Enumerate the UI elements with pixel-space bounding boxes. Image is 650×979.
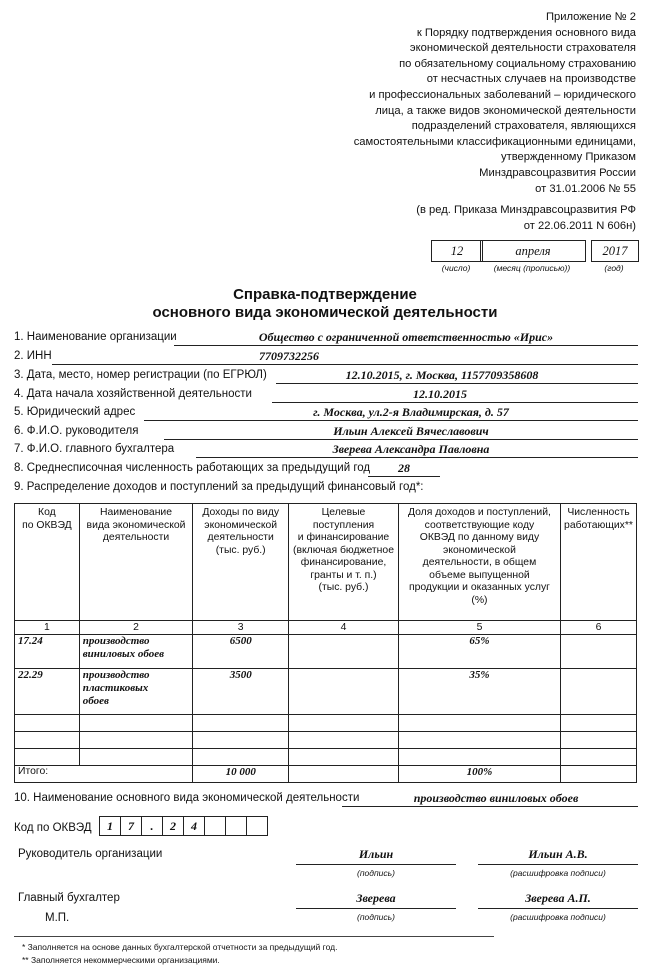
appendix-edition: (в ред. Приказа Минздравсоцразвития РФ bbox=[416, 204, 636, 217]
main-activity-value[interactable]: производство виниловых обоев bbox=[413, 791, 579, 805]
header-line: объеме выпущенной bbox=[429, 569, 530, 581]
appendix-line: экономической деятельности страхователя bbox=[409, 42, 636, 55]
column-number: 2 bbox=[79, 621, 193, 635]
target-funding-cell[interactable] bbox=[289, 715, 399, 732]
field-inn bbox=[14, 350, 638, 365]
appendix-header bbox=[316, 10, 636, 234]
accountant-name[interactable]: Зверева А.П. bbox=[525, 891, 591, 905]
date-month-field[interactable]: апреля bbox=[480, 240, 586, 262]
head-name[interactable]: Ильин А.В. bbox=[528, 847, 588, 861]
okved-code-cell[interactable]: 22.29 bbox=[15, 669, 80, 715]
activity-start-value[interactable]: 12.10.2015 bbox=[413, 387, 467, 401]
accountant-name-line bbox=[478, 908, 638, 909]
appendix-line: от несчастных случаев на производстве bbox=[426, 73, 636, 86]
headcount-value[interactable]: 28 bbox=[398, 461, 410, 475]
staff-cell[interactable] bbox=[561, 715, 637, 732]
appendix-line: и профессиональных заболеваний – юридического bbox=[369, 88, 636, 101]
header-line: по ОКВЭД bbox=[22, 519, 72, 531]
section-9-label: 9. Распределение доходов и поступлений за предыдущий финансовый год*: bbox=[14, 481, 424, 493]
header-line: и финансирование bbox=[297, 532, 390, 543]
table-row bbox=[15, 669, 637, 715]
field-label: 2. ИНН bbox=[14, 350, 52, 362]
income-cell[interactable]: 3500 bbox=[193, 669, 289, 715]
target-funding-cell[interactable] bbox=[289, 749, 399, 766]
total-income-cell[interactable]: 10 000 bbox=[193, 766, 289, 783]
header-line: Наименование bbox=[99, 507, 173, 518]
share-cell[interactable] bbox=[398, 749, 560, 766]
header-line: Численность bbox=[567, 507, 630, 518]
footnote: * Заполняется на основе данных бухгалтерской отчетности за предыдущий год. bbox=[22, 942, 338, 952]
header-line: Доля доходов и поступлений, bbox=[407, 507, 551, 518]
field-legal-address bbox=[14, 406, 638, 421]
header-line: соответствующие коду bbox=[424, 519, 535, 531]
date-day-field[interactable]: 12 bbox=[431, 240, 483, 262]
table-total-row bbox=[15, 766, 637, 783]
field-main-activity bbox=[14, 792, 638, 807]
cell-line: производство bbox=[82, 669, 150, 681]
director-value[interactable]: Ильин Алексей Вячеславович bbox=[333, 424, 489, 438]
column-header-income bbox=[193, 504, 289, 621]
appendix-line: подразделений страхователя, являющихся bbox=[411, 120, 636, 133]
activity-name-cell[interactable] bbox=[79, 669, 193, 715]
head-name-line bbox=[478, 864, 638, 865]
appendix-line: утвержденному Приказом bbox=[501, 151, 636, 164]
header-line: гранты и т. п.) bbox=[310, 569, 377, 581]
income-cell[interactable] bbox=[193, 732, 289, 749]
okved-digit-cell[interactable] bbox=[225, 816, 247, 836]
field-director bbox=[14, 425, 638, 440]
okved-digit-cell[interactable]: 4 bbox=[183, 816, 205, 836]
column-header-activity-name bbox=[79, 504, 193, 621]
header-line: поступления bbox=[312, 519, 375, 531]
header-line: Доходы по виду bbox=[202, 507, 280, 518]
registration-value[interactable]: 12.10.2015, г. Москва, 1157709358608 bbox=[345, 368, 539, 382]
total-label: Итого: bbox=[15, 766, 193, 783]
field-label: 5. Юридический адрес bbox=[14, 406, 136, 418]
field-label: 6. Ф.И.О. руководителя bbox=[14, 425, 139, 437]
document-title: Справка-подтверждение bbox=[233, 286, 417, 303]
header-line: деятельности, в общем bbox=[422, 557, 537, 568]
appendix-line: самостоятельными классификационными единицами, bbox=[353, 135, 636, 148]
total-share-cell[interactable]: 100% bbox=[398, 766, 560, 783]
head-signature-line bbox=[296, 864, 456, 865]
okved-digit-cell[interactable] bbox=[204, 816, 226, 836]
activity-name-cell[interactable] bbox=[79, 635, 193, 669]
header-line: финансирование, bbox=[300, 557, 387, 568]
field-registration bbox=[14, 369, 638, 384]
okved-code-cells bbox=[100, 816, 268, 836]
header-line: (тыс. руб.) bbox=[215, 544, 266, 556]
field-label: 8. Среднесписочная численность работающих за предыдущий год bbox=[14, 462, 371, 474]
appendix-line: Минздравсоцразвития России bbox=[479, 166, 636, 179]
table-row bbox=[15, 749, 637, 766]
appendix-line: по обязательному социальному страхованию bbox=[399, 57, 636, 70]
column-header-share bbox=[398, 504, 560, 621]
section-10-label: 10. Наименование основного вида экономической деятельности bbox=[14, 792, 360, 804]
cell-line: обоев bbox=[82, 695, 109, 707]
header-line: работающих** bbox=[564, 519, 633, 531]
share-cell[interactable] bbox=[398, 732, 560, 749]
header-line: продукции и оказанных услуг bbox=[408, 582, 550, 593]
appendix-line: к Порядку подтверждения основного вида bbox=[416, 26, 636, 39]
accountant-signature-line bbox=[296, 908, 456, 909]
org-name-value[interactable]: Общество с ограниченной ответственностью «Ирис» bbox=[258, 330, 554, 344]
date-year-field[interactable]: 2017 bbox=[591, 240, 639, 262]
sign-caption: (подпись) bbox=[357, 912, 395, 922]
column-number-row bbox=[15, 621, 637, 635]
okved-digit-cell[interactable] bbox=[246, 816, 268, 836]
footnote-divider bbox=[14, 936, 494, 937]
header-line: ОКВЭД по данному виду bbox=[419, 532, 540, 543]
accountant-signature[interactable]: Зверева bbox=[356, 891, 396, 905]
income-cell[interactable]: 6500 bbox=[193, 635, 289, 669]
column-number: 6 bbox=[561, 621, 637, 635]
column-number: 4 bbox=[289, 621, 399, 635]
target-funding-cell[interactable] bbox=[289, 732, 399, 749]
chief-accountant-value[interactable]: Зверева Александра Павловна bbox=[332, 442, 490, 456]
cell-line: пластиковых bbox=[82, 682, 149, 694]
field-activity-start bbox=[14, 388, 638, 403]
inn-value[interactable]: 7709732256 bbox=[259, 349, 319, 363]
field-label: 3. Дата, место, номер регистрации (по ЕГРЮЛ) bbox=[14, 369, 267, 381]
staff-cell[interactable] bbox=[561, 732, 637, 749]
header-line: (включая бюджетное bbox=[292, 544, 394, 556]
okved-code-cell[interactable] bbox=[15, 732, 80, 749]
activity-name-cell[interactable] bbox=[79, 732, 193, 749]
header-line: экономической bbox=[443, 544, 516, 556]
column-number: 3 bbox=[193, 621, 289, 635]
field-label: 4. Дата начала хозяйственной деятельности bbox=[14, 388, 252, 400]
table-row bbox=[15, 715, 637, 732]
target-funding-cell[interactable] bbox=[289, 669, 399, 715]
field-label: 7. Ф.И.О. главного бухгалтера bbox=[14, 443, 175, 455]
total-staff-cell[interactable] bbox=[561, 766, 637, 783]
appendix-line: от 31.01.2006 № 55 bbox=[535, 182, 636, 195]
appendix-line: лица, а также видов экономической деятельности bbox=[375, 104, 636, 117]
date-day-caption: (число) bbox=[441, 263, 471, 273]
document-subtitle: основного вида экономической деятельности bbox=[152, 304, 498, 321]
column-number: 5 bbox=[398, 621, 560, 635]
header-line: вида экономической bbox=[86, 519, 186, 531]
head-signature[interactable]: Ильин bbox=[358, 847, 394, 861]
staff-cell[interactable] bbox=[561, 635, 637, 669]
share-cell[interactable]: 35% bbox=[398, 669, 560, 715]
income-distribution-table bbox=[14, 503, 637, 783]
cell-line: виниловых обоев bbox=[82, 648, 165, 660]
okved-code-label: Код по ОКВЭД bbox=[14, 822, 92, 834]
field-headcount bbox=[14, 462, 638, 477]
header-line: Код bbox=[38, 507, 56, 518]
column-header-target-funding bbox=[289, 504, 399, 621]
okved-digit-cell[interactable]: 7 bbox=[120, 816, 142, 836]
header-line: деятельности bbox=[207, 532, 274, 543]
cell-line: производство bbox=[82, 635, 150, 647]
share-cell[interactable] bbox=[398, 715, 560, 732]
total-target-cell[interactable] bbox=[289, 766, 399, 783]
column-number: 1 bbox=[15, 621, 80, 635]
date-year-caption: (год) bbox=[604, 263, 624, 273]
okved-digit-cell[interactable]: 2 bbox=[162, 816, 184, 836]
column-header-okved-code bbox=[15, 504, 80, 621]
okved-code-cell[interactable] bbox=[15, 715, 80, 732]
appendix-edition: от 22.06.2011 N 606н) bbox=[523, 219, 636, 232]
header-line: (%) bbox=[471, 594, 488, 606]
table-row bbox=[15, 635, 637, 669]
header-line: Целевые bbox=[321, 507, 366, 518]
income-cell[interactable] bbox=[193, 715, 289, 732]
okved-digit-cell[interactable]: . bbox=[141, 816, 163, 836]
header-line: деятельности bbox=[102, 532, 170, 543]
staff-cell[interactable] bbox=[561, 749, 637, 766]
okved-digit-cell[interactable]: 1 bbox=[99, 816, 121, 836]
staff-cell[interactable] bbox=[561, 669, 637, 715]
field-chief-accountant bbox=[14, 443, 638, 458]
section-9-heading bbox=[14, 481, 638, 496]
name-caption: (расшифровка подписи) bbox=[510, 912, 606, 922]
okved-code-cell[interactable]: 17.24 bbox=[15, 635, 80, 669]
head-label: Руководитель организации bbox=[18, 848, 163, 860]
column-header-staff bbox=[561, 504, 637, 621]
accountant-label: Главный бухгалтер bbox=[18, 892, 120, 904]
legal-address-value[interactable]: г. Москва, ул.2-я Владимирская, д. 57 bbox=[313, 405, 509, 419]
table-row bbox=[15, 732, 637, 749]
date-month-caption: (месяц (прописью)) bbox=[493, 263, 571, 273]
sign-caption: (подпись) bbox=[357, 868, 395, 878]
target-funding-cell[interactable] bbox=[289, 635, 399, 669]
appendix-line: Приложение № 2 bbox=[545, 11, 636, 23]
table-header-row bbox=[15, 504, 637, 621]
header-line: (тыс. руб.) bbox=[318, 582, 369, 593]
footnote: ** Заполняется некоммерческими организациями. bbox=[22, 955, 220, 965]
share-cell[interactable]: 65% bbox=[398, 635, 560, 669]
activity-name-cell[interactable] bbox=[79, 749, 193, 766]
income-cell[interactable] bbox=[193, 749, 289, 766]
header-line: экономической bbox=[204, 519, 278, 531]
name-caption: (расшифровка подписи) bbox=[510, 868, 606, 878]
field-label: 1. Наименование организации bbox=[14, 331, 177, 343]
okved-code-cell[interactable] bbox=[15, 749, 80, 766]
field-org-name bbox=[14, 331, 638, 346]
stamp-placeholder: М.П. bbox=[45, 912, 70, 924]
activity-name-cell[interactable] bbox=[79, 715, 193, 732]
